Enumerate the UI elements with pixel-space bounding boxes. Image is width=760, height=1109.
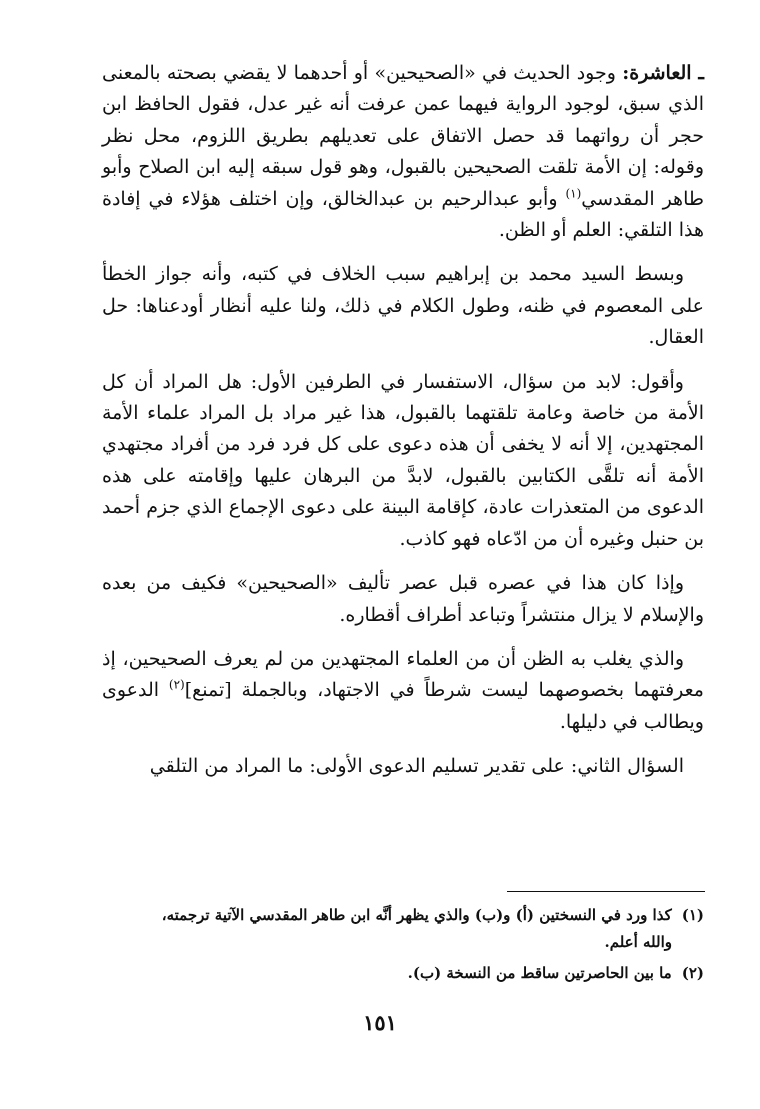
paragraph-text: والذي يغلب به الظن أن من العلماء المجتهدين من لم يعرف الصحيحين، إذ معرفتهما بخصوصهما ليست شرطاً في الاجتهاد، وبالجملة [تمنع] <box>102 647 704 702</box>
footnote-text: ما بين الحاصرتين ساقط من النسخة (ب). <box>407 964 672 982</box>
footnote-number: (١) <box>681 906 704 924</box>
footnote-number: (٢) <box>681 964 704 982</box>
paragraph-text: وجود الحديث في «الصحيحين» أو أحدهما لا يقضي بصحته بالمعنى الذي سبق، لوجود الرواية فيهما عمن عرفت أنه غير عدل، فقول الحافظ ابن حجر أن رواتهما قد حصل الاتفاق على تعديلهم بطريق اللزوم، محل نظر وقوله: إن الأمة تلقت الصحيحين بالقبول، وهو قول سبقه إليه ابن الصلاح وأبو طاهر المقدسي <box>102 62 704 210</box>
paragraph-text-continued: وأبو عبدالرحيم بن عبدالخالق، وإن اختلف هؤلاء في إفادة هذا التلقي: العلم أو الظن. <box>102 187 704 242</box>
footnote-text: كذا ورد في النسختين (أ) و(ب) والذي يظهر أنَّه ابن طاهر المقدسي الآتية ترجمته، <box>161 906 672 924</box>
page-number: ١٥١ <box>363 1010 397 1035</box>
footnote-ref-1[interactable]: (١) <box>565 186 582 201</box>
main-text <box>102 58 704 796</box>
footnote-2 <box>102 960 704 987</box>
footnote-1 <box>102 902 704 956</box>
paragraph-3: وأقول: لابد من سؤال، الاستفسار في الطرفين الأول: هل المراد أن كل الأمة من خاصة وعامة تلقتهما بالقبول، هذا غير مراد بل المراد علماء الأمة المجتهدين، إلا أنه لا يخفى أن هذه دعوى على كل فرد فرد من أفراد مجتهدي الأمة أنه تلقَّى الكتابين بالقبول، لابدَّ من البرهان عليها وإقامته على هذه الدعوى من المتعذرات عادة، كإقامة البينة على دعوى الإجماع الذي جزم أحمد بن حنبل وغيره أن من ادّعاه فهو كاذب. <box>102 370 704 550</box>
paragraph-4: وإذا كان هذا في عصره قبل عصر تأليف «الصحيحين» فكيف من بعده والإسلام لا يزال منتشراً وتباعد أطراف أقطاره. <box>102 572 704 626</box>
paragraph-6: السؤال الثاني: على تقدير تسليم الدعوى الأولى: ما المراد من التلقي <box>149 755 684 778</box>
paragraph-text-continued: الدعوى ويطالب في دليلها. <box>102 679 704 733</box>
footnotes <box>102 902 704 991</box>
footnote-ref-2[interactable]: (٢) <box>168 677 185 692</box>
section-term: ـ العاشرة: <box>622 62 704 84</box>
footnote-divider <box>507 891 705 892</box>
paragraph-2: وبسط السيد محمد بن إبراهيم سبب الخلاف في كتبه، وأنه جواز الخطأ على المعصوم في ظنه، وطول الكلام في ذلك، ولنا عليه أنظار أودعناها: حل العقال. <box>102 263 704 349</box>
paragraph-1 <box>102 58 704 246</box>
paragraph-5 <box>102 644 704 738</box>
footnote-text-continued: والله أعلم. <box>604 933 672 951</box>
